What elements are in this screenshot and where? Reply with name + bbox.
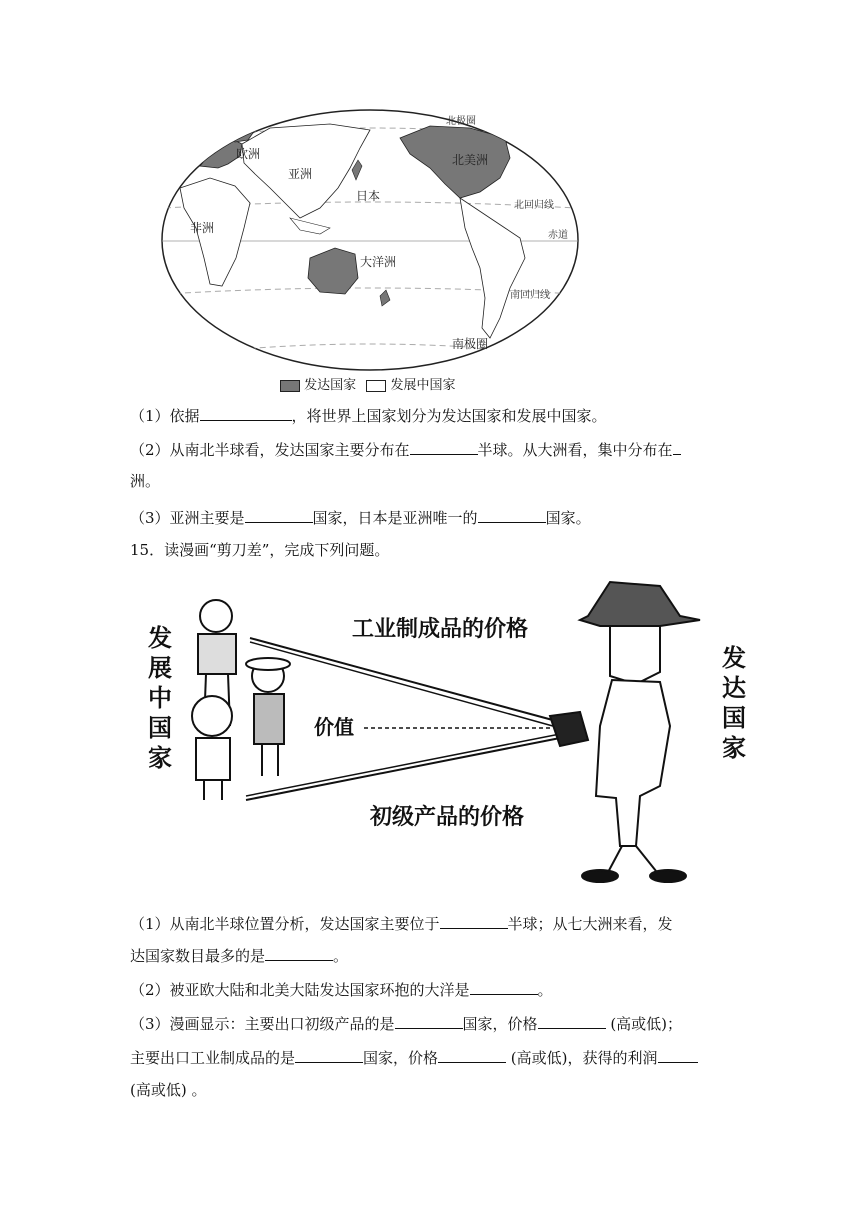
q14-part2-cont bbox=[130, 471, 160, 491]
label-north-america: 北美洲 bbox=[452, 153, 489, 167]
q14-part3 bbox=[130, 506, 591, 528]
q14-p2-text-b: 半球。从大洲看，集中分布在 bbox=[477, 441, 673, 459]
answer-blank[interactable] bbox=[470, 978, 538, 995]
left-label-char-1: 发 bbox=[148, 624, 172, 652]
q15-p3-text-e: 国家，价格 bbox=[363, 1049, 439, 1067]
industrial-price-text: 工业制成品的价格 bbox=[352, 617, 529, 642]
label-equator: 赤道 bbox=[548, 230, 568, 241]
answer-blank[interactable] bbox=[658, 1046, 698, 1063]
answer-blank[interactable] bbox=[478, 506, 546, 523]
label-oceania: 大洋洲 bbox=[360, 255, 397, 269]
answer-blank[interactable] bbox=[673, 438, 681, 455]
q15-p3-text-c: (高或低)； bbox=[605, 1015, 683, 1033]
q15-p3-text-d: 主要出口工业制成品的是 bbox=[130, 1049, 296, 1067]
q15-part1-cont bbox=[130, 944, 348, 966]
label-arctic-circle: 北极圈 bbox=[446, 116, 476, 127]
world-map bbox=[160, 108, 580, 372]
q15-p3-text-b: 国家，价格 bbox=[462, 1015, 538, 1033]
right-label-char-3: 国 bbox=[722, 704, 746, 732]
legend-developing-swatch bbox=[366, 380, 386, 392]
value-text: 价值 bbox=[314, 715, 354, 739]
label-tropic-cancer: 北回归线 bbox=[514, 200, 554, 211]
q14-p3-text-c: 国家。 bbox=[545, 509, 591, 527]
answer-blank[interactable] bbox=[265, 944, 333, 961]
answer-blank[interactable] bbox=[410, 438, 478, 455]
left-label-char-2: 展 bbox=[148, 654, 172, 682]
q14-p3-text-a: （3）亚洲主要是 bbox=[130, 509, 245, 527]
left-label-char-3: 中 bbox=[148, 684, 172, 712]
q15-p1-text-d: 。 bbox=[333, 947, 349, 965]
q15-p1-text-b: 半球；从七大洲来看，发 bbox=[507, 915, 673, 933]
left-label-char-4: 国 bbox=[148, 714, 172, 742]
legend-developing-label: 发展中国家 bbox=[390, 378, 456, 393]
q15-p3-text-g: (高或低) 。 bbox=[130, 1081, 207, 1099]
right-label-char-4: 家 bbox=[722, 734, 746, 762]
answer-blank[interactable] bbox=[295, 1046, 363, 1063]
q15-p1-text-c: 达国家数目最多的是 bbox=[130, 947, 266, 965]
developing-figures bbox=[192, 600, 290, 800]
q14-p3-text-b: 国家，日本是亚洲唯一的 bbox=[312, 509, 478, 527]
left-label-char-5: 家 bbox=[148, 744, 172, 772]
label-antarctic-circle: 南极圈 bbox=[452, 337, 489, 351]
answer-blank[interactable] bbox=[395, 1012, 463, 1029]
legend-developed-swatch bbox=[280, 380, 300, 392]
q15-part1 bbox=[130, 912, 673, 934]
label-tropic-capricorn: 南回归线 bbox=[510, 290, 550, 301]
label-africa: 非洲 bbox=[190, 221, 215, 235]
answer-blank[interactable] bbox=[440, 912, 508, 929]
label-europe: 欧洲 bbox=[236, 147, 261, 161]
label-asia: 亚洲 bbox=[288, 167, 313, 181]
q15-part3-cont bbox=[130, 1046, 698, 1068]
q15-title: 15．读漫画“剪刀差”，完成下列问题。 bbox=[130, 541, 390, 559]
q15-p1-text-a: （1）从南北半球位置分析，发达国家主要位于 bbox=[130, 915, 440, 933]
right-label-char-1: 发 bbox=[722, 644, 746, 672]
label-japan: 日本 bbox=[356, 189, 381, 203]
q15-p2-text-a: （2）被亚欧大陆和北美大陆发达国家环抱的大洋是 bbox=[130, 981, 470, 999]
q14-part1 bbox=[130, 404, 607, 426]
answer-blank[interactable] bbox=[438, 1046, 506, 1063]
q14-part2 bbox=[130, 438, 681, 460]
developed-figure bbox=[550, 582, 700, 882]
q15-part2 bbox=[130, 978, 553, 1000]
right-label-char-2: 达 bbox=[722, 674, 746, 702]
q14-p2-text-a: （2）从南北半球看，发达国家主要分布在 bbox=[130, 441, 410, 459]
legend-developed-label: 发达国家 bbox=[304, 378, 357, 393]
answer-blank[interactable] bbox=[538, 1012, 606, 1029]
answer-blank[interactable] bbox=[245, 506, 313, 523]
q14-p2-text-c: 洲。 bbox=[130, 472, 161, 490]
q14-p1-text-b: ，将世界上国家划分为发达国家和发展中国家。 bbox=[291, 407, 607, 425]
map-legend bbox=[280, 374, 455, 393]
q15-part3-end bbox=[130, 1080, 206, 1100]
primary-price-text: 初级产品的价格 bbox=[370, 805, 525, 830]
q15-part3 bbox=[130, 1012, 682, 1034]
answer-blank[interactable] bbox=[200, 404, 292, 421]
q14-p1-text-a: （1）依据 bbox=[130, 407, 200, 425]
scissors-gap-cartoon bbox=[140, 576, 760, 892]
q15-p2-text-b: 。 bbox=[537, 981, 553, 999]
q15-p3-text-f: (高或低)，获得的利润 bbox=[506, 1049, 658, 1067]
q15-p3-text-a: （3）漫画显示：主要出口初级产品的是 bbox=[130, 1015, 395, 1033]
